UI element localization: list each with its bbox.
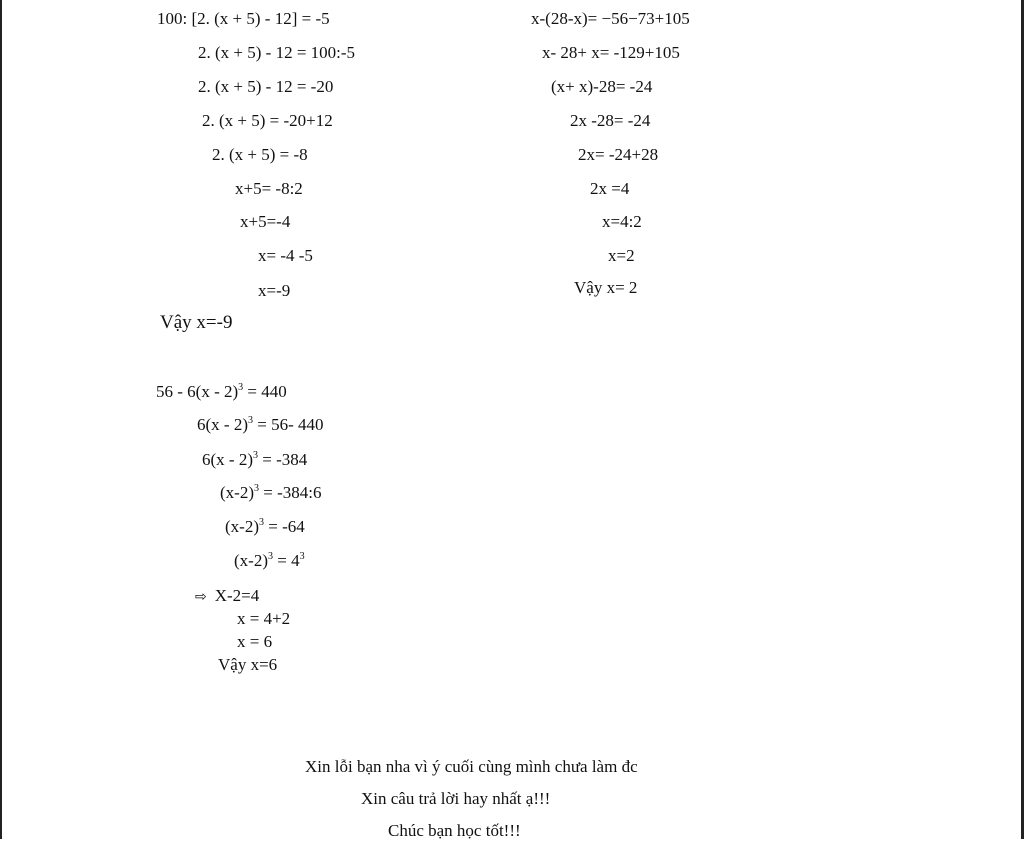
conclusion-text: Vậy x= 2 (574, 278, 638, 297)
equation-line: x=4:2 (602, 212, 642, 231)
equation-line: 2x =4 (590, 179, 630, 198)
equation-rest: = 4 (272, 551, 300, 570)
equation-line: 2x= -24+28 (578, 145, 659, 164)
equation-rest: = -384 (257, 450, 308, 469)
equation-line: x=-9 (258, 281, 291, 300)
equation-rest: = -384:6 (258, 483, 322, 502)
conclusion-text: Vậy x=6 (218, 655, 278, 674)
equation-line: x=2 (608, 246, 635, 265)
equation-line: x= -4 -5 (258, 246, 313, 265)
apology-text: Xin lỗi bạn nha vì ý cuối cùng mình chưa làm đc (305, 757, 638, 776)
equation-line: x = 6 (237, 632, 273, 651)
equation-rest: = 56- 440 (252, 415, 324, 434)
exponent: 3 (247, 415, 253, 426)
exponent: 3 (267, 551, 273, 562)
equation-line: 2. (x + 5) - 12 = 100:-5 (198, 43, 356, 62)
exponent: 3 (252, 450, 258, 461)
equation-line: 2. (x + 5) = -20+12 (202, 111, 333, 130)
equation-line (202, 450, 307, 470)
equation-line: 2. (x + 5) = -8 (212, 145, 308, 164)
equation-line (220, 483, 321, 503)
exponent: 3 (299, 551, 305, 562)
equation-base: (x-2) (225, 517, 259, 536)
equation-base: (x-2) (234, 551, 268, 570)
equation-base: 56 - 6(x - 2) (156, 382, 239, 401)
page-edge-left (0, 0, 2, 839)
equation-rest: = 440 (243, 382, 287, 401)
equation-line: x-(28-x)= −56−73+105 (531, 9, 690, 28)
equation-rest: = -64 (263, 517, 305, 536)
equation-line (225, 517, 305, 537)
exponent: 3 (258, 517, 264, 528)
implies-arrow-icon: ⇨ (195, 589, 207, 605)
exponent: 3 (238, 382, 244, 393)
equation-line: x+5= -8:2 (235, 179, 303, 198)
equation-line: x = 4+2 (237, 609, 291, 628)
equation-line: 2x -28= -24 (570, 111, 651, 130)
equation-base: (x-2) (220, 483, 254, 502)
equation-line (156, 382, 287, 402)
equation-line: x+5=-4 (240, 212, 291, 231)
request-text: Xin câu trả lời hay nhất ạ!!! (361, 789, 551, 808)
equation-line: 100: [2. (x + 5) - 12] = -5 (157, 9, 330, 28)
equation-line: 2. (x + 5) - 12 = -20 (198, 77, 334, 96)
equation-line: x- 28+ x= -129+105 (542, 43, 680, 62)
exponent: 3 (253, 483, 259, 494)
implies-line (195, 586, 259, 607)
equation-line (234, 551, 305, 571)
conclusion-text: Vậy x=-9 (160, 312, 233, 333)
equation-line: (x+ x)-28= -24 (551, 77, 653, 96)
wish-text: Chúc bạn học tốt!!! (388, 821, 521, 840)
equation-line (197, 415, 323, 435)
equation-base: 6(x - 2) (202, 450, 253, 469)
equation-base: 6(x - 2) (197, 415, 248, 434)
equation-text: X-2=4 (214, 586, 260, 605)
